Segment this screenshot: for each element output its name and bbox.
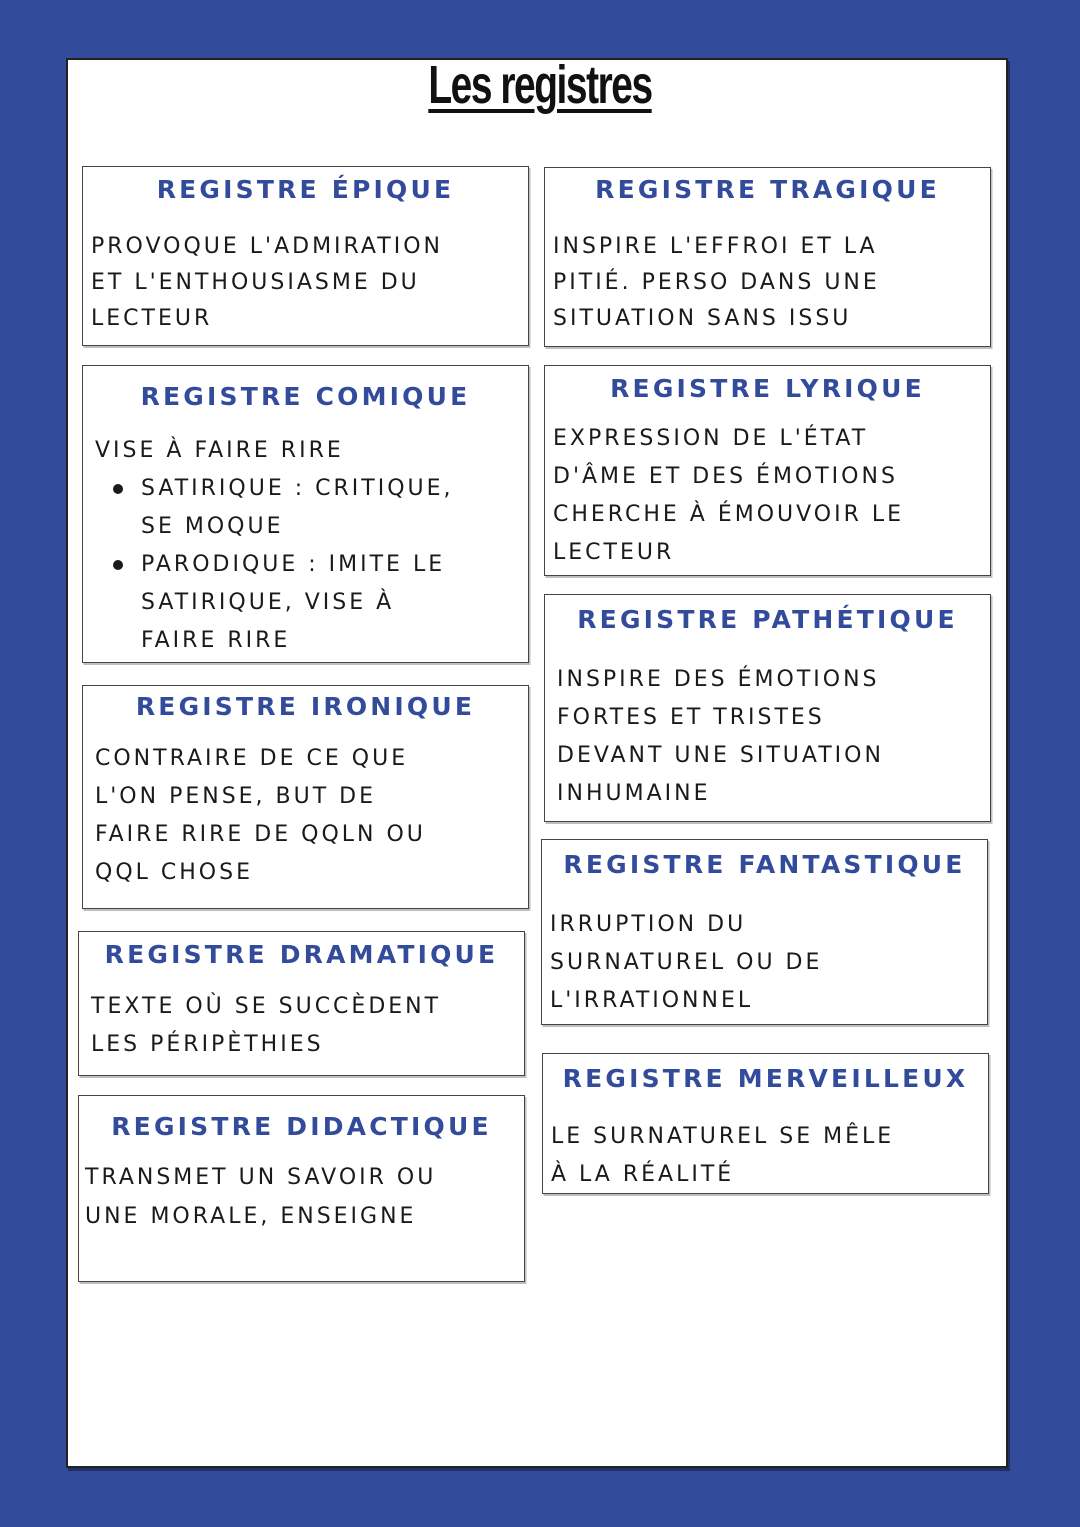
card-registre-fantastique <box>541 839 988 1025</box>
card-title: REGISTRE IRONIQUE <box>135 692 476 721</box>
card-title: REGISTRE LYRIQUE <box>610 374 925 403</box>
card-registre-lyrique <box>544 365 991 576</box>
bullet-dot-icon <box>113 560 123 570</box>
bullet-list <box>95 470 454 660</box>
card-registre-dramatique <box>78 931 525 1076</box>
card-line: SATIRIQUE : CRITIQUE, <box>141 476 454 501</box>
card-line: ET L'ENTHOUSIASME DU <box>91 270 420 295</box>
page-title <box>151 54 929 116</box>
card-line: FAIRE RIRE <box>141 628 291 653</box>
card-title: REGISTRE MERVEILLEUX <box>562 1064 969 1093</box>
card-title: REGISTRE PATHÉTIQUE <box>577 605 958 634</box>
card-registre-ironique <box>82 685 529 909</box>
card-body <box>85 1158 436 1236</box>
card-body <box>91 988 441 1064</box>
card-line: IRRUPTION DU <box>550 912 747 937</box>
bullet-item <box>95 470 454 546</box>
card-line: L'IRRATIONNEL <box>550 988 754 1013</box>
card-line: PARODIQUE : IMITE LE <box>141 552 446 577</box>
card-line: LECTEUR <box>553 540 675 565</box>
card-line: PROVOQUE L'ADMIRATION <box>91 234 443 259</box>
card-line: CHERCHE À ÉMOUVOIR LE <box>553 502 905 527</box>
card-body <box>95 740 426 892</box>
card-line: EXPRESSION DE L'ÉTAT <box>553 426 869 451</box>
card-title: REGISTRE COMIQUE <box>140 382 471 411</box>
card-line: LES PÉRIPÈTHIES <box>91 1032 324 1057</box>
card-line: VISE À FAIRE RIRE <box>95 438 344 463</box>
card-line: LECTEUR <box>91 306 213 331</box>
card-body <box>553 420 904 572</box>
card-line: QQL CHOSE <box>95 860 253 885</box>
card-line: PITIÉ. PERSO DANS UNE <box>553 270 880 295</box>
card-body <box>551 1118 894 1194</box>
card-title: REGISTRE DIDACTIQUE <box>111 1112 492 1141</box>
card-registre-tragique <box>544 167 991 347</box>
card-body <box>91 229 443 337</box>
card-registre-comique <box>82 365 529 663</box>
card-line: SATIRIQUE, VISE À <box>141 590 395 615</box>
card-body <box>557 661 884 813</box>
card-line: UNE MORALE, ENSEIGNE <box>85 1204 417 1229</box>
card-line: INSPIRE DES ÉMOTIONS <box>557 667 880 692</box>
page-title-text: Les registres <box>428 55 652 115</box>
card-line: DEVANT UNE SITUATION <box>557 743 884 768</box>
card-body <box>553 229 880 337</box>
card-registre-epique <box>82 166 529 346</box>
card-title: REGISTRE TRAGIQUE <box>595 175 940 204</box>
card-line: D'ÂME ET DES ÉMOTIONS <box>553 464 898 489</box>
card-line: SITUATION SANS ISSU <box>553 306 852 331</box>
card-line: CONTRAIRE DE CE QUE <box>95 746 409 771</box>
card-registre-didactique <box>78 1095 525 1282</box>
card-line: SE MOQUE <box>141 514 284 539</box>
card-line: FORTES ET TRISTES <box>557 705 825 730</box>
card-line: SURNATUREL OU DE <box>550 950 823 975</box>
card-title: REGISTRE DRAMATIQUE <box>104 940 499 969</box>
bullet-dot-icon <box>113 484 123 494</box>
card-registre-pathetique <box>544 594 991 822</box>
card-title: REGISTRE FANTASTIQUE <box>563 850 966 879</box>
card-line: À LA RÉALITÉ <box>551 1162 735 1187</box>
card-body <box>550 906 822 1020</box>
card-line: FAIRE RIRE DE QQLN OU <box>95 822 426 847</box>
card-line: INHUMAINE <box>557 781 711 806</box>
bullet-item <box>95 546 454 660</box>
card-line: LE SURNATUREL SE MÊLE <box>551 1124 895 1149</box>
card-registre-merveilleux <box>542 1053 989 1194</box>
card-body <box>95 432 454 660</box>
card-title: REGISTRE ÉPIQUE <box>156 175 455 204</box>
card-line: L'ON PENSE, BUT DE <box>95 784 377 809</box>
card-line: TRANSMET UN SAVOIR OU <box>85 1165 437 1190</box>
card-line: TEXTE OÙ SE SUCCÈDENT <box>91 994 442 1019</box>
card-line: INSPIRE L'EFFROI ET LA <box>553 234 878 259</box>
